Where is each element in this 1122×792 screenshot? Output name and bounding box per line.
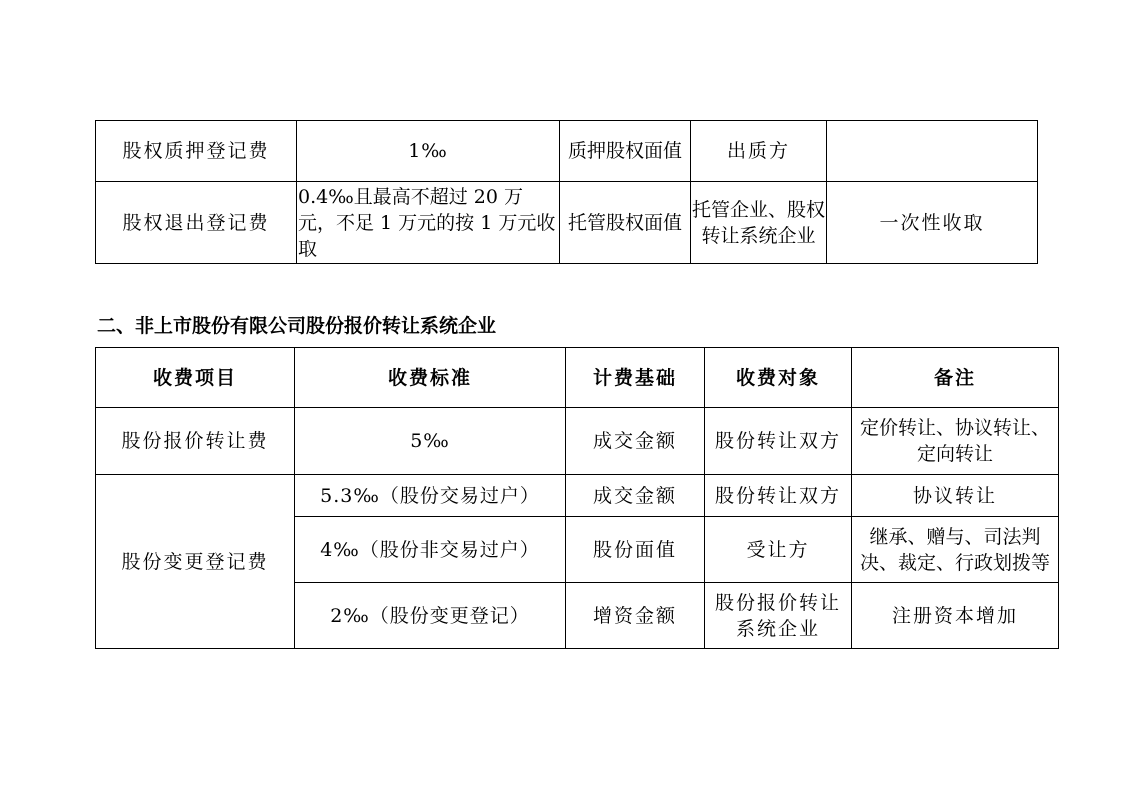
fee-item-cell: 股份报价转让费 xyxy=(96,408,295,475)
fee-standard-cell: 0.4‰且最高不超过 20 万元，不足 1 万元的按 1 万元收取 xyxy=(297,182,560,264)
table-header-row xyxy=(96,348,1059,408)
fee-item-cell: 股份变更登记费 xyxy=(96,475,295,649)
column-header-basis: 计费基础 xyxy=(566,348,705,408)
column-header-item: 收费项目 xyxy=(96,348,295,408)
fee-remark-cell: 继承、赠与、司法判决、裁定、行政划拨等 xyxy=(852,517,1059,583)
fee-basis-cell: 增资金额 xyxy=(566,583,705,649)
fee-remark-cell: 定价转让、协议转让、定向转让 xyxy=(852,408,1059,475)
fee-table-share-transfer xyxy=(95,347,1059,649)
column-header-target: 收费对象 xyxy=(705,348,852,408)
fee-target-cell: 托管企业、股权转让系统企业 xyxy=(691,182,827,264)
table-row xyxy=(96,475,1059,517)
fee-item-cell: 股权质押登记费 xyxy=(96,121,297,182)
fee-standard-cell: 1‰ xyxy=(297,121,560,182)
fee-remark-cell: 一次性收取 xyxy=(827,182,1038,264)
fee-table-continued xyxy=(95,120,1038,264)
fee-remark-cell: 协议转让 xyxy=(852,475,1059,517)
fee-basis-cell: 股份面值 xyxy=(566,517,705,583)
fee-remark-cell: 注册资本增加 xyxy=(852,583,1059,649)
table-row xyxy=(96,121,1038,182)
fee-target-cell: 股份报价转让系统企业 xyxy=(705,583,852,649)
fee-target-cell: 股份转让双方 xyxy=(705,475,852,517)
fee-target-cell: 股份转让双方 xyxy=(705,408,852,475)
table-row xyxy=(96,182,1038,264)
fee-item-cell: 股权退出登记费 xyxy=(96,182,297,264)
fee-standard-cell: 2‰（股份变更登记） xyxy=(295,583,566,649)
fee-remark-cell xyxy=(827,121,1038,182)
table-row xyxy=(96,408,1059,475)
fee-target-cell: 受让方 xyxy=(705,517,852,583)
fee-standard-cell: 4‰（股份非交易过户） xyxy=(295,517,566,583)
fee-basis-cell: 质押股权面值 xyxy=(560,121,691,182)
fee-standard-cell: 5‰ xyxy=(295,408,566,475)
fee-basis-cell: 成交金额 xyxy=(566,408,705,475)
fee-basis-cell: 成交金额 xyxy=(566,475,705,517)
fee-target-cell: 出质方 xyxy=(691,121,827,182)
column-header-remark: 备注 xyxy=(852,348,1059,408)
fee-basis-cell: 托管股权面值 xyxy=(560,182,691,264)
fee-standard-cell: 5.3‰（股份交易过户） xyxy=(295,475,566,517)
column-header-standard: 收费标准 xyxy=(295,348,566,408)
section-heading: 二、非上市股份有限公司股份报价转让系统企业 xyxy=(97,315,497,337)
